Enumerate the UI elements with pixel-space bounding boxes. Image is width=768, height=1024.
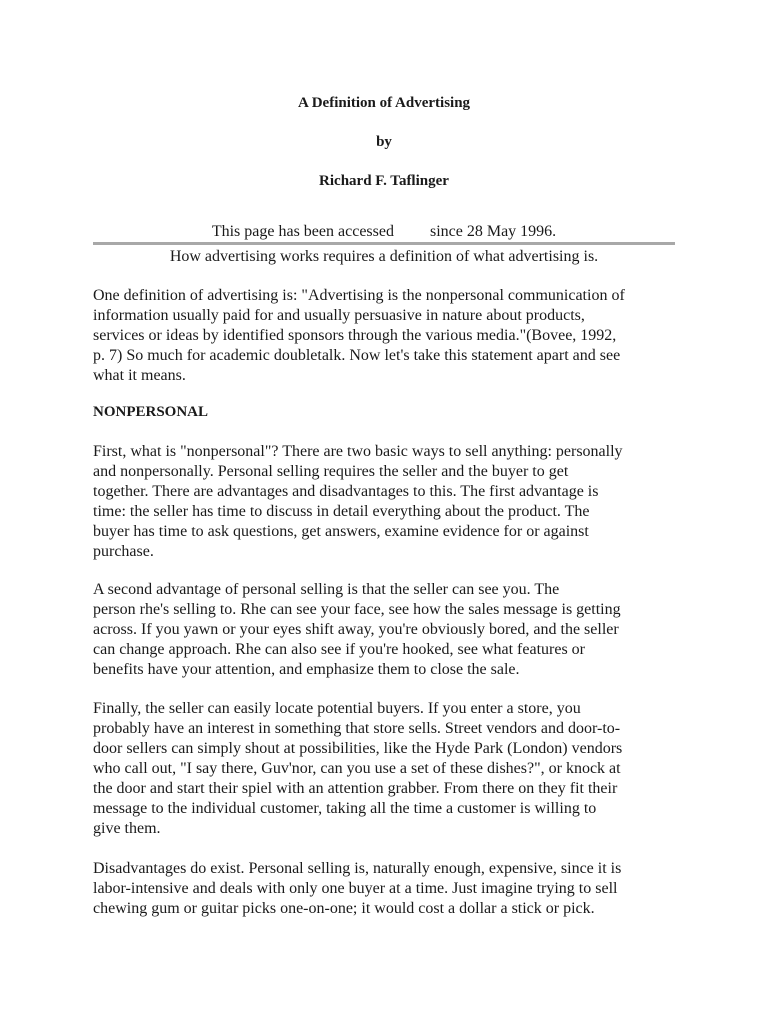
text-line: Disadvantages do exist. Personal selling is, naturally enough, expensive, since it is <box>93 860 622 877</box>
text-line: together. There are advantages and disadvantages to this. The first advantage is <box>93 483 599 500</box>
horizontal-rule <box>93 242 675 245</box>
text-line: buyer has time to ask questions, get answers, examine evidence for or against <box>93 523 589 540</box>
text-line: message to the individual customer, taking all the time a customer is willing to <box>93 800 597 817</box>
document-title: A Definition of Advertising <box>297 95 471 111</box>
text-line: time: the seller has time to discuss in detail everything about the product. The <box>93 503 590 520</box>
text-line: person rhe's selling to. Rhe can see your face, see how the sales message is getting <box>93 601 621 618</box>
section-heading-nonpersonal: NONPERSONAL <box>93 404 209 420</box>
text-line: chewing gum or guitar picks one-on-one; it would cost a dollar a stick or pick. <box>93 900 595 917</box>
intro-text: How advertising works requires a definition of what advertising is. <box>169 248 599 265</box>
text-line: p. 7) So much for academic doubletalk. Now let's take this statement apart and see <box>93 347 621 364</box>
text-line: labor-intensive and deals with only one buyer at a time. Just imagine trying to sell <box>93 880 618 897</box>
text-line: One definition of advertising is: "Advertising is the nonpersonal communication of <box>93 287 625 304</box>
text-line: First, what is "nonpersonal"? There are two basic ways to sell anything: personally <box>93 443 623 460</box>
access-counter-text: This page has been accessed since 28 May 1996. <box>211 223 557 240</box>
text-line: probably have an interest in something that store sells. Street vendors and door-to- <box>93 720 621 737</box>
text-line: give them. <box>93 820 161 837</box>
text-line: Finally, the seller can easily locate potential buyers. If you enter a store, you <box>93 700 581 717</box>
paragraph-disadvantages <box>93 859 683 919</box>
text-line: benefits have your attention, and emphasize them to close the sale. <box>93 661 520 678</box>
paragraph-definition <box>93 286 683 386</box>
text-line: A second advantage of personal selling is that the seller can see you. The <box>93 581 560 598</box>
text-line: the door and start their spiel with an attention grabber. From there on they fit their <box>93 780 618 797</box>
paragraph-locate-buyers <box>93 699 683 839</box>
text-line: purchase. <box>93 543 154 560</box>
text-line: what it means. <box>93 367 186 384</box>
text-line: who call out, "I say there, Guv'nor, can you use a set of these dishes?", or knock at <box>93 760 621 777</box>
author-name: Richard F. Taflinger <box>319 173 449 189</box>
text-line: services or ideas by identified sponsors through the various media."(Bovee, 1992, <box>93 327 617 344</box>
byline-by: by <box>376 134 392 150</box>
paragraph-second-advantage <box>93 580 683 680</box>
text-line: door sellers can simply shout at possibilities, like the Hyde Park (London) vendors <box>93 740 623 757</box>
text-line: and nonpersonally. Personal selling requires the seller and the buyer to get <box>93 463 569 480</box>
text-line: information usually paid for and usually persuasive in nature about products, <box>93 307 585 324</box>
paragraph-nonpersonal <box>93 442 683 562</box>
text-line: across. If you yawn or your eyes shift away, you're obviously bored, and the seller <box>93 621 619 638</box>
text-line: can change approach. Rhe can also see if you're hooked, see what features or <box>93 641 585 658</box>
